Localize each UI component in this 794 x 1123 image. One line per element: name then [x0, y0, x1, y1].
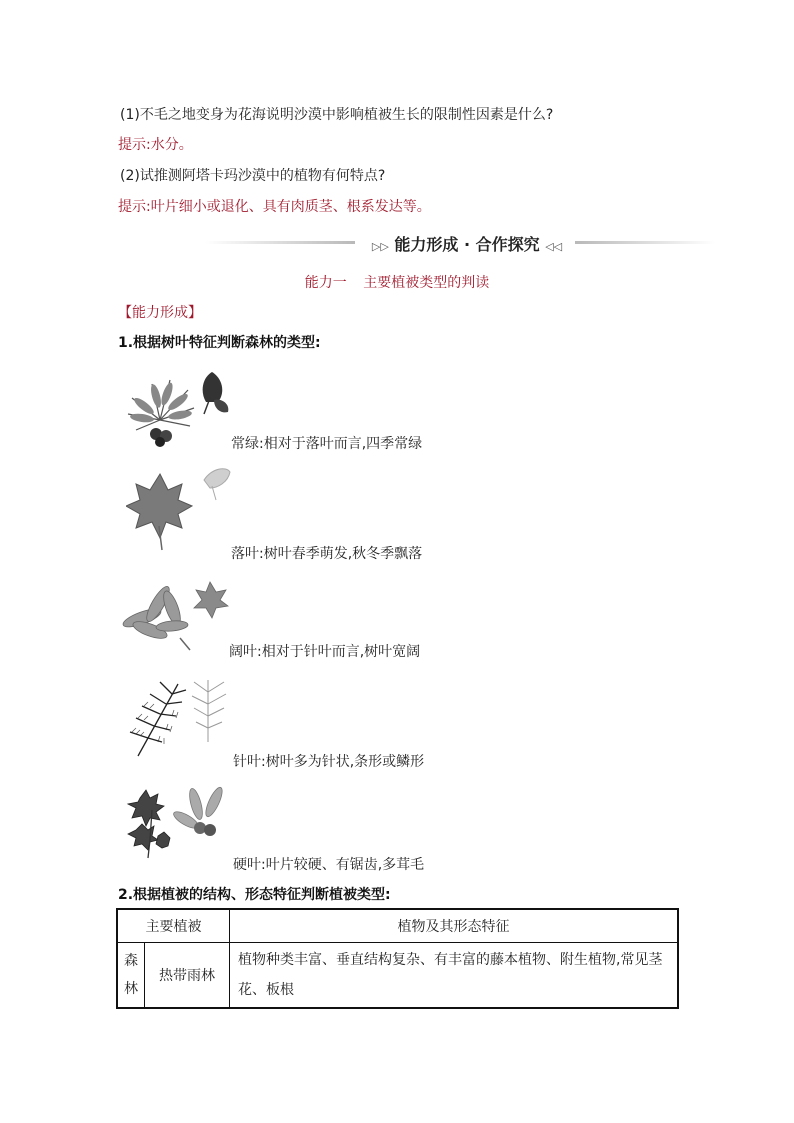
- evergreen-leaves-icon: [122, 368, 232, 448]
- leaf-caption-evergreen: 常绿:相对于落叶而言,四季常绿: [231, 436, 423, 452]
- question-2: (2)试推测阿塔卡玛沙漠中的植物有何特点?: [120, 168, 386, 184]
- subsection-title: [0, 272, 794, 292]
- needle-leaves-icon: [128, 672, 238, 760]
- hardleaf-leaves-icon: [122, 780, 232, 860]
- section-banner: [205, 232, 715, 252]
- deciduous-leaves-icon: [126, 466, 236, 552]
- leaf-caption-deciduous: 落叶:树叶春季萌发,秋冬季飘落: [231, 546, 423, 562]
- question-1: (1)不毛之地变身为花海说明沙漠中影响植被生长的限制性因素是什么?: [120, 107, 554, 123]
- heading-leaf-types: 1.根据树叶特征判断森林的类型:: [118, 335, 321, 351]
- table-group-forest: [117, 943, 145, 1009]
- banner-arrow-left-icon: ▷▷: [371, 240, 389, 253]
- group-char-1: 森: [124, 953, 138, 969]
- broadleaf-leaves-icon: [120, 578, 230, 654]
- table-header-features: 植物及其形态特征: [230, 909, 679, 943]
- ability-tag: 【能力形成】: [118, 305, 202, 321]
- heading-vegetation-types: 2.根据植被的结构、形态特征判断植被类型:: [118, 887, 391, 903]
- subsection-label: 能力一: [304, 275, 347, 291]
- table-header-main-vegetation: 主要植被: [117, 909, 230, 943]
- banner-line-right: [575, 241, 715, 244]
- hint-1: 提示:水分。: [118, 137, 193, 153]
- vegetation-table: [116, 908, 679, 1009]
- leaf-caption-needle: 针叶:树叶多为针状,条形或鳞形: [233, 754, 425, 770]
- subsection-text: 主要植被类型的判读: [363, 275, 490, 291]
- table-cell-description: 植物种类丰富、垂直结构复杂、有丰富的藤本植物、附生植物,常见茎花、板根: [230, 943, 679, 1009]
- leaf-caption-broadleaf: 阔叶:相对于针叶而言,树叶宽阔: [229, 644, 421, 660]
- banner-line-left: [205, 241, 355, 244]
- group-char-2: 林: [124, 981, 138, 997]
- banner-arrow-right-icon: ◁◁: [545, 240, 563, 253]
- table-row: [117, 943, 678, 1009]
- table-cell-vegetation-name: 热带雨林: [145, 943, 230, 1009]
- hint-2: 提示:叶片细小或退化、具有肉质茎、根系发达等。: [118, 199, 431, 215]
- table-header-row: [117, 909, 678, 943]
- section-title: [353, 232, 581, 255]
- leaf-caption-hardleaf: 硬叶:叶片较硬、有锯齿,多茸毛: [233, 857, 425, 873]
- section-title-text: 能力形成 · 合作探究: [394, 235, 540, 254]
